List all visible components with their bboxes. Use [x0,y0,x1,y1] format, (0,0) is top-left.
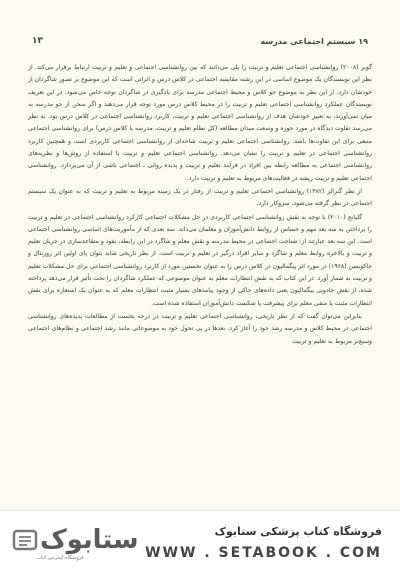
page-number: ۱۳ [32,36,43,46]
shop-url-link[interactable]: WWW . SETABOOK . COM [145,545,382,561]
store-footer-banner [0,510,400,577]
book-logo-icon [12,527,38,553]
shop-title: فروشگاه کتاب پزشکی ستابوک [214,525,382,538]
logo-subtitle: فروشگاه اینترنتی کتاب [36,555,84,561]
running-title: ۱۹ سیستم اجتماعی مدرسه [260,36,368,46]
paragraph: بنابراین می‌توان گفت که از نظر تاریخی، روانشناسی اجتماعی تعلیم و تربیت در درجه نخست از مطالعات پدیده‌های روانشناسی اجتماعی در محیط کلاس و مدرسه رشد خود را آغاز کرد. بعدها در پی تحول خود به موضوعاتی مانند رشد اجتماعی و نظام‌های اجتماعی وسیع‌تر مربوط به تعلیم و تربیت [28,312,372,345]
paragraph: گوبر (۲۰۰۸) روانشناسی اجتماعی تعلیم و تربیت را پلی می‌دانند که بین روانشناسی اجتماعی و تعلیم و تربیت ارتباط برقرار می‌کند. از نظر این نویسندگان یک موضوع اساسی در این رشته مقایسه اجتماعی در کلاس درس و اثراتی است که این موضوع بر تصور شاگردان از خودشان دارد. از این نظر به موضوع جو کلاس و محیط اجتماعی مدرسه برای یادگیری در شاگردان توجه خاص می‌شود. در این تعریف نویسندگان عملکرد روانشناسی اجتماعی تعلیم و تربیت را در محیط کلاس درس مورد توجه قرار می‌دهند و اگر سخن از جو مدرسه به میان نمی‌آورند، به تعبیر خودشان هدف از روانشناسی اجتماعی تعلیم و تربیت، کاربرد روانشناسی اجتماعی در کلاس درس بود. به نظر می‌رسد تفاوت دیدگاه در مورد حوزه و وسعت میدان مطالعه (کل نظام تعلیم و تربیت، مدرسه یا کلاس درس) برای روانشناسی اجتماعی منبعی برای این تفاوت‌ها باشد. روانشناسی اجتماعی تعلیم و تربیت شاخه‌ای از روانشناسی اجتماعی کاربردی است و همچنین کاربرد روانشناسی اجتماعی در تعلیم و تربیت را نشان می‌دهد. روانشناسی اجتماعی تعلیم و تربیت با استفاده از روش‌ها و نظریه‌های روانشناسی اجتماعی به مطالعه رابطه بین افراد در فرآیند تعلیم و تربیت و پدیده روانی ـ اجتماعی ناشی از آن می‌پردازد. روانشناسی اجتماعی تعلیم و تربیت ریشه در فعالیت‌های مربوط به تعلیم و تربیت دارد. [28,64,373,182]
store-logo[interactable] [12,525,139,565]
paragraph: از نظر گنزالز (۱۳۸۲) روانشناسی اجتماعی تعلیم و تربیت از رفتار در یک زمینه مربوط به تعلیم و تربیت که به عنوان یک سیستم اجتماعی در نظر گرفته می‌شود، سروکار دارد. [28,187,372,208]
paragraph: گلیانج (۲۰۱۰) با توجه به نقش روانشناسی اجتماعی کاربردی در حل مشکلات اجتماعی کارکرد روانشناسی اجتماعی در تعلیم و تربیت را پرداختن به سه بعد مهم و حساس از روابط دانش‌آموزان و معلمان می‌داند. سه بعدی که از مأموریت‌های اساسی روانشناسی اجتماعی است. این سه بعد عبارتند از: شناخت اجتماعی در محیط مدرسه و نقش معلم و شاگرد در این رابطه، نفوذ و متقاعدسازی در جریان تعلیم و تربیت و بالاخره روابط معلم و شاگرد و سایر افراد درگیر در تعلیم و تربیت است. از نظر تاریخی شاید بتوان پای اولین اثر روزنتال و جاکوبسن (۱۹۶۸) در مورد اثر پیگمالیون در کلاس درس را به عنوان نخستین مورد از کاربرد روانشناسی اجتماعی برای حل مشکلات تعلیم و تربیت به شمار آورد. در این کتاب که به نقش انتظارات معلم به عنوان موضوعی که عملکرد شاگردان را تحت تأثیر قرار می‌دهد پرداخته شده، از نقش جادویی پیگمالیون یعنی داده‌های حاکی از وجود پیامدهای بسیار مثبت انتظارات معلم که به عنوان یک استعاره برای نقش انتظارات مثبت یا منفی معلم برای پیشرفت یا شکست دانش‌آموزان استفاده شده است. [28,213,372,307]
page-header [32,36,368,46]
page-body [28,62,372,349]
logo-wordmark: ستابوک [40,525,139,555]
